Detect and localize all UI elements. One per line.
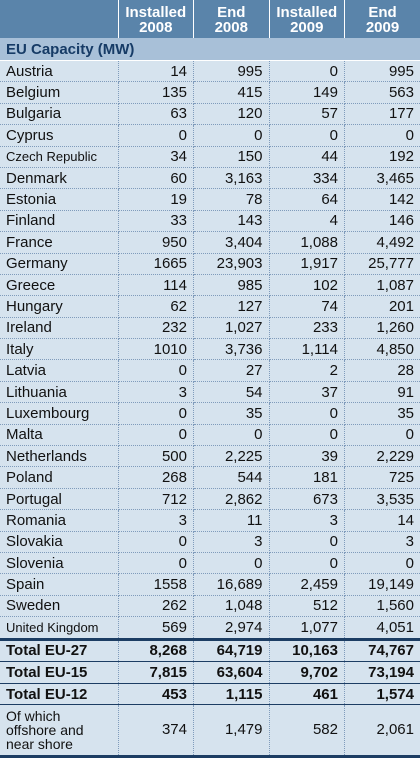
value-end-2009: 3 <box>345 531 420 552</box>
value-installed-2009: 1,114 <box>269 339 345 360</box>
total-installed-2008: 7,815 <box>118 662 194 684</box>
total-installed-2009: 461 <box>269 683 345 705</box>
value-installed-2008: 3 <box>118 381 194 402</box>
value-installed-2009: 39 <box>269 446 345 467</box>
country-name: Portugal <box>0 488 118 509</box>
value-end-2008: 0 <box>194 125 270 146</box>
country-name: Poland <box>0 467 118 488</box>
value-end-2009: 3,465 <box>345 167 420 188</box>
section-title: EU Capacity (MW) <box>0 38 420 61</box>
total-end-2009: 74,767 <box>345 639 420 662</box>
value-installed-2008: 950 <box>118 232 194 253</box>
value-installed-2008: 14 <box>118 61 194 82</box>
value-end-2009: 35 <box>345 403 420 424</box>
value-installed-2009: 233 <box>269 317 345 338</box>
offshore-label-line: offshore and <box>6 722 84 738</box>
total-end-2008: 64,719 <box>194 639 270 662</box>
value-installed-2009: 4 <box>269 210 345 231</box>
total-installed-2008: 8,268 <box>118 639 194 662</box>
value-installed-2008: 232 <box>118 317 194 338</box>
value-installed-2008: 0 <box>118 531 194 552</box>
country-name: Estonia <box>0 189 118 210</box>
value-end-2008: 3,163 <box>194 167 270 188</box>
value-installed-2008: 114 <box>118 274 194 295</box>
value-end-2008: 143 <box>194 210 270 231</box>
value-installed-2009: 149 <box>269 82 345 103</box>
value-end-2009: 28 <box>345 360 420 381</box>
value-end-2009: 0 <box>345 552 420 573</box>
header-blank-cell <box>0 0 118 38</box>
value-installed-2008: 712 <box>118 488 194 509</box>
value-end-2008: 0 <box>194 424 270 445</box>
value-installed-2008: 3 <box>118 510 194 531</box>
value-installed-2009: 64 <box>269 189 345 210</box>
value-end-2009: 2,229 <box>345 446 420 467</box>
value-end-2008: 54 <box>194 381 270 402</box>
header-line2: 2008 <box>215 19 248 36</box>
value-installed-2009: 74 <box>269 296 345 317</box>
value-end-2009: 995 <box>345 61 420 82</box>
value-end-2009: 0 <box>345 424 420 445</box>
country-name: Romania <box>0 510 118 531</box>
country-name: United Kingdom <box>0 617 118 639</box>
value-installed-2008: 500 <box>118 446 194 467</box>
value-end-2009: 1,560 <box>345 595 420 616</box>
value-end-2009: 4,492 <box>345 232 420 253</box>
total-end-2008: 1,115 <box>194 683 270 705</box>
offshore-row <box>0 705 420 757</box>
total-label: Total EU-15 <box>0 662 118 684</box>
table-row <box>0 253 420 274</box>
table-row <box>0 125 420 146</box>
country-rows <box>0 61 420 640</box>
value-installed-2008: 135 <box>118 82 194 103</box>
value-end-2008: 544 <box>194 467 270 488</box>
value-end-2008: 985 <box>194 274 270 295</box>
table-row <box>0 510 420 531</box>
table-row <box>0 403 420 424</box>
value-installed-2008: 0 <box>118 424 194 445</box>
country-name: Germany <box>0 253 118 274</box>
table-row <box>0 574 420 595</box>
header-installed-2008 <box>118 0 194 38</box>
value-end-2009: 1,087 <box>345 274 420 295</box>
value-installed-2009: 0 <box>269 531 345 552</box>
table-row <box>0 274 420 295</box>
value-end-2009: 192 <box>345 146 420 167</box>
value-installed-2009: 512 <box>269 595 345 616</box>
table-row <box>0 617 420 639</box>
offshore-installed-2009: 582 <box>269 705 345 757</box>
total-installed-2009: 9,702 <box>269 662 345 684</box>
table-row <box>0 446 420 467</box>
value-installed-2008: 569 <box>118 617 194 639</box>
value-installed-2009: 1,088 <box>269 232 345 253</box>
total-row <box>0 683 420 705</box>
table-row <box>0 61 420 82</box>
country-name: Bulgaria <box>0 103 118 124</box>
value-end-2009: 4,051 <box>345 617 420 639</box>
table-row <box>0 296 420 317</box>
value-end-2008: 2,225 <box>194 446 270 467</box>
value-end-2008: 23,903 <box>194 253 270 274</box>
table-row <box>0 488 420 509</box>
header-end-2009 <box>345 0 420 38</box>
value-end-2008: 16,689 <box>194 574 270 595</box>
offshore-end-2008: 1,479 <box>194 705 270 757</box>
country-name: Finland <box>0 210 118 231</box>
value-end-2008: 78 <box>194 189 270 210</box>
total-row <box>0 662 420 684</box>
table-row <box>0 103 420 124</box>
value-installed-2008: 1558 <box>118 574 194 595</box>
section-row <box>0 38 420 61</box>
value-installed-2008: 1010 <box>118 339 194 360</box>
value-end-2008: 995 <box>194 61 270 82</box>
value-installed-2009: 673 <box>269 488 345 509</box>
header-line2: 2009 <box>290 19 323 36</box>
table-row <box>0 531 420 552</box>
country-name: Italy <box>0 339 118 360</box>
value-end-2008: 2,974 <box>194 617 270 639</box>
value-installed-2009: 2,459 <box>269 574 345 595</box>
header-line2: 2009 <box>366 19 399 36</box>
value-end-2008: 0 <box>194 552 270 573</box>
value-installed-2008: 60 <box>118 167 194 188</box>
value-end-2008: 1,048 <box>194 595 270 616</box>
offshore-installed-2008: 374 <box>118 705 194 757</box>
value-installed-2008: 63 <box>118 103 194 124</box>
total-installed-2008: 453 <box>118 683 194 705</box>
header-line1: End <box>217 4 245 21</box>
value-installed-2009: 334 <box>269 167 345 188</box>
country-name: Slovakia <box>0 531 118 552</box>
total-label: Total EU-27 <box>0 639 118 662</box>
total-end-2008: 63,604 <box>194 662 270 684</box>
country-name: Cyprus <box>0 125 118 146</box>
table-row <box>0 82 420 103</box>
value-installed-2008: 1665 <box>118 253 194 274</box>
value-end-2009: 563 <box>345 82 420 103</box>
value-installed-2008: 0 <box>118 360 194 381</box>
country-name: Czech Republic <box>0 146 118 167</box>
value-end-2009: 1,260 <box>345 317 420 338</box>
total-row <box>0 639 420 662</box>
table-row <box>0 317 420 338</box>
table-row <box>0 339 420 360</box>
country-name: Austria <box>0 61 118 82</box>
total-end-2009: 1,574 <box>345 683 420 705</box>
value-end-2009: 19,149 <box>345 574 420 595</box>
value-end-2009: 725 <box>345 467 420 488</box>
value-end-2008: 35 <box>194 403 270 424</box>
value-installed-2008: 0 <box>118 552 194 573</box>
country-name: Ireland <box>0 317 118 338</box>
value-installed-2009: 0 <box>269 552 345 573</box>
value-installed-2009: 0 <box>269 424 345 445</box>
header-row <box>0 0 420 38</box>
value-end-2009: 146 <box>345 210 420 231</box>
value-installed-2009: 2 <box>269 360 345 381</box>
table-row <box>0 360 420 381</box>
country-name: Lithuania <box>0 381 118 402</box>
value-end-2008: 27 <box>194 360 270 381</box>
total-label: Total EU-12 <box>0 683 118 705</box>
value-installed-2009: 44 <box>269 146 345 167</box>
value-installed-2008: 62 <box>118 296 194 317</box>
value-installed-2008: 0 <box>118 403 194 424</box>
country-name: Hungary <box>0 296 118 317</box>
value-end-2008: 120 <box>194 103 270 124</box>
value-end-2009: 14 <box>345 510 420 531</box>
table-row <box>0 146 420 167</box>
offshore-label-line: near shore <box>6 736 73 752</box>
header-end-2008 <box>194 0 270 38</box>
offshore-label-line: Of which <box>6 708 60 724</box>
value-end-2009: 3,535 <box>345 488 420 509</box>
value-installed-2009: 102 <box>269 274 345 295</box>
country-name: Slovenia <box>0 552 118 573</box>
value-end-2009: 142 <box>345 189 420 210</box>
table-row <box>0 381 420 402</box>
value-end-2008: 2,862 <box>194 488 270 509</box>
value-end-2009: 177 <box>345 103 420 124</box>
country-name: Netherlands <box>0 446 118 467</box>
value-end-2009: 91 <box>345 381 420 402</box>
table-row <box>0 210 420 231</box>
value-installed-2008: 0 <box>118 125 194 146</box>
value-installed-2009: 0 <box>269 403 345 424</box>
value-installed-2009: 0 <box>269 61 345 82</box>
header-line1: Installed <box>276 4 337 21</box>
table-row <box>0 552 420 573</box>
header-line2: 2008 <box>139 19 172 36</box>
country-name: Spain <box>0 574 118 595</box>
value-end-2009: 201 <box>345 296 420 317</box>
header-installed-2009 <box>269 0 345 38</box>
country-name: Sweden <box>0 595 118 616</box>
value-installed-2008: 34 <box>118 146 194 167</box>
value-end-2009: 0 <box>345 125 420 146</box>
total-rows <box>0 639 420 705</box>
table-row <box>0 424 420 445</box>
value-end-2008: 1,027 <box>194 317 270 338</box>
value-installed-2008: 19 <box>118 189 194 210</box>
value-installed-2009: 0 <box>269 125 345 146</box>
header-line1: End <box>368 4 396 21</box>
value-end-2008: 127 <box>194 296 270 317</box>
header-line1: Installed <box>125 4 186 21</box>
value-end-2009: 25,777 <box>345 253 420 274</box>
value-installed-2008: 268 <box>118 467 194 488</box>
value-installed-2009: 3 <box>269 510 345 531</box>
country-name: Greece <box>0 274 118 295</box>
value-end-2008: 415 <box>194 82 270 103</box>
value-installed-2009: 57 <box>269 103 345 124</box>
country-name: Luxembourg <box>0 403 118 424</box>
value-installed-2009: 37 <box>269 381 345 402</box>
table-row <box>0 232 420 253</box>
value-end-2008: 150 <box>194 146 270 167</box>
table-row <box>0 167 420 188</box>
country-name: Malta <box>0 424 118 445</box>
value-installed-2008: 262 <box>118 595 194 616</box>
total-end-2009: 73,194 <box>345 662 420 684</box>
offshore-rows <box>0 705 420 757</box>
value-end-2008: 3,404 <box>194 232 270 253</box>
table-row <box>0 467 420 488</box>
value-end-2008: 11 <box>194 510 270 531</box>
value-installed-2009: 1,077 <box>269 617 345 639</box>
country-name: Denmark <box>0 167 118 188</box>
value-installed-2009: 181 <box>269 467 345 488</box>
value-installed-2009: 1,917 <box>269 253 345 274</box>
value-end-2008: 3,736 <box>194 339 270 360</box>
country-name: Belgium <box>0 82 118 103</box>
offshore-label <box>0 705 118 757</box>
value-end-2009: 4,850 <box>345 339 420 360</box>
value-installed-2008: 33 <box>118 210 194 231</box>
total-installed-2009: 10,163 <box>269 639 345 662</box>
country-name: France <box>0 232 118 253</box>
country-name: Latvia <box>0 360 118 381</box>
table-row <box>0 189 420 210</box>
value-end-2008: 3 <box>194 531 270 552</box>
offshore-end-2009: 2,061 <box>345 705 420 757</box>
table-row <box>0 595 420 616</box>
